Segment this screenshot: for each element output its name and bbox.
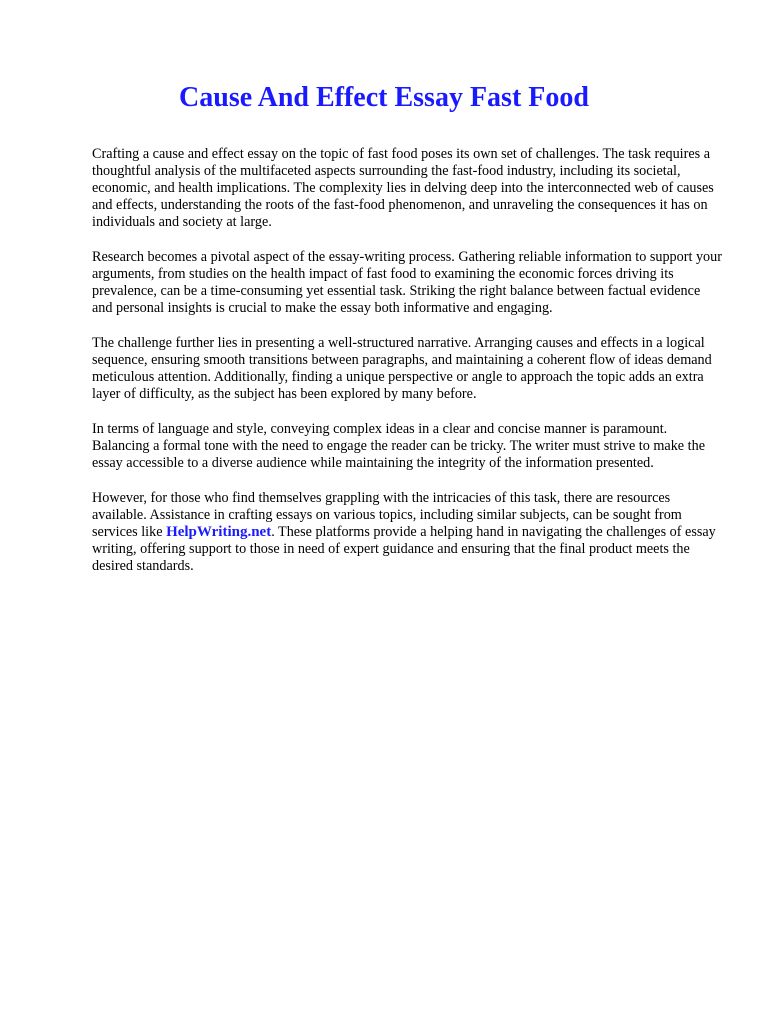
essay-body <box>92 146 724 593</box>
paragraph-3: The challenge further lies in presenting a well-structured narrative. Arranging causes and effects in a logical sequence, ensuring smooth transitions between paragraphs, and maintaining a coherent flow of ideas demand meticulous attention. Additionally, finding a unique perspective or angle to approach the topic adds an extra layer of difficulty, as the subject has been explored by many before. <box>92 335 712 402</box>
paragraph-4: In terms of language and style, conveying complex ideas in a clear and concise manner is paramount. Balancing a formal tone with the need to engage the reader can be tricky. The writer must strive to make the essay accessible to a diverse audience while maintaining the integrity of the information presented. <box>92 421 705 471</box>
paragraph-1: Crafting a cause and effect essay on the topic of fast food poses its own set of challenges. The task requires a thoughtful analysis of the multifaceted aspects surrounding the fast-food industry, including its societal, economic, and health implications. The complexity lies in delving deep into the interconnected web of causes and effects, understanding the roots of the fast-food phenomenon, and unraveling the consequences it has on individuals and society at large. <box>92 146 714 230</box>
paragraph-5 <box>92 490 724 575</box>
helpwriting-link[interactable]: HelpWriting.net <box>166 524 272 540</box>
paragraph-5-after-link: . These platforms provide a helping hand in navigating the challenges of essay writing, offering support to those in need of expert guidance and ensuring that the final product meets the desired standards. <box>92 524 716 574</box>
page-title: Cause And Effect Essay Fast Food <box>179 82 589 113</box>
paragraph-2: Research becomes a pivotal aspect of the essay-writing process. Gathering reliable information to support your arguments, from studies on the health impact of fast food to examining the economic forces driving its prevalence, can be a time-consuming yet essential task. Striking the right balance between factual evidence and personal insights is crucial to make the essay both informative and engaging. <box>92 249 722 316</box>
paragraph-5-before-link: However, for those who find themselves grappling with the intricacies of this task, there are resources available. Assistance in crafting essays on various topics, including similar subjects, can be sought from services like <box>92 490 682 540</box>
